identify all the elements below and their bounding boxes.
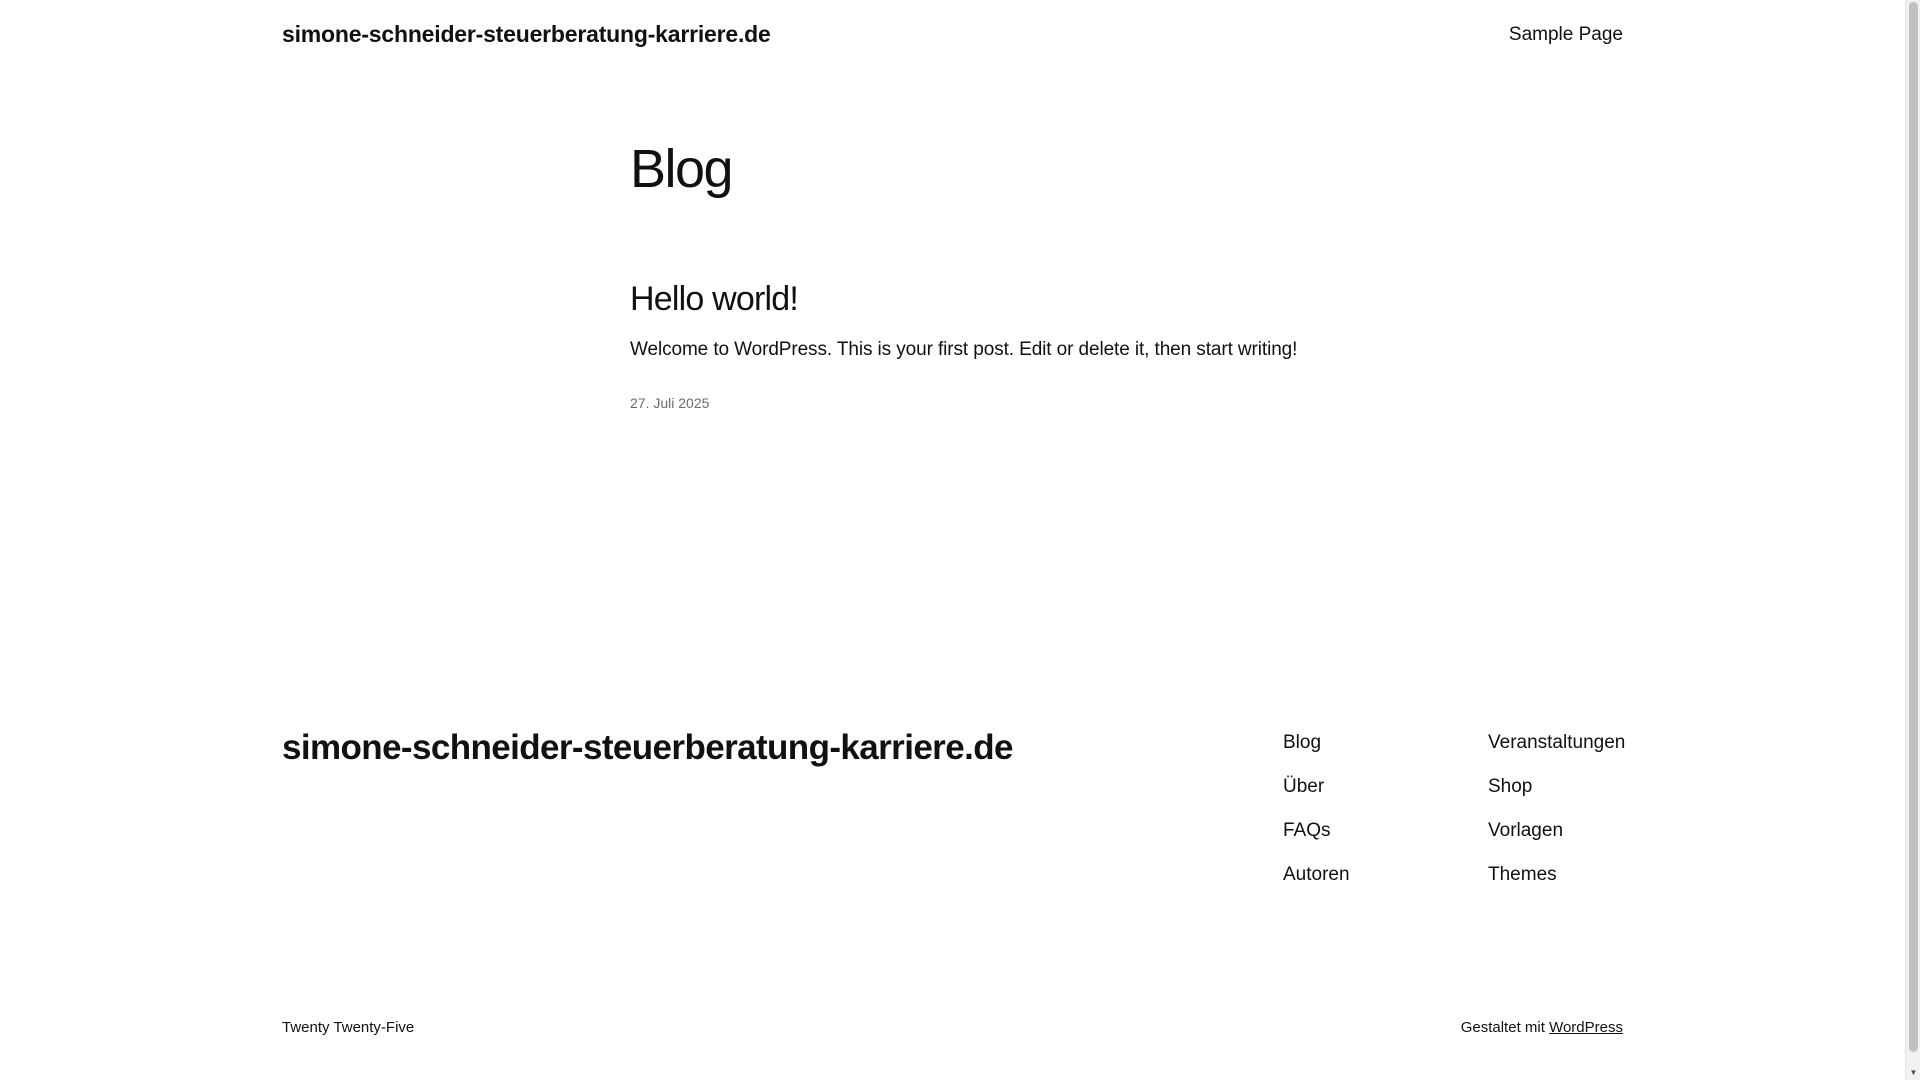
theme-credit-link[interactable]: Twenty Twenty-Five <box>282 1019 415 1036</box>
post-excerpt: Welcome to WordPress. This is your first post. Edit or delete it, then start writing! <box>630 339 1298 360</box>
footer-site-title-link[interactable]: simone-schneider-steuerberatung-karriere.de <box>282 728 1013 767</box>
wordpress-link[interactable]: WordPress <box>1549 1019 1623 1036</box>
footer-link-ueber[interactable]: Über <box>1283 776 1325 797</box>
vertical-scrollbar[interactable] <box>1905 0 1920 1080</box>
footer-nav-column-2 <box>1488 732 1625 908</box>
powered-by <box>1461 1019 1623 1036</box>
post-date: 27. Juli 2025 <box>630 395 710 411</box>
footer-link-faqs[interactable]: FAQs <box>1283 820 1331 841</box>
page-title: Blog <box>630 139 733 199</box>
footer-link-veranstaltungen[interactable]: Veranstaltungen <box>1488 732 1626 753</box>
site-title-link[interactable]: simone-schneider-steuerberatung-karriere.de <box>282 21 771 47</box>
scrollbar-thumb[interactable] <box>1909 2 1918 1052</box>
triangle-down-icon[interactable]: ▼ <box>1909 1068 1918 1077</box>
footer-link-shop[interactable]: Shop <box>1488 776 1533 797</box>
footer-link-themes[interactable]: Themes <box>1488 864 1557 885</box>
nav-sample-page[interactable]: Sample Page <box>1508 24 1623 45</box>
powered-by-prefix: Gestaltet mit <box>1460 1019 1545 1036</box>
footer-link-blog[interactable]: Blog <box>1283 732 1322 753</box>
footer-nav-column-1 <box>1283 732 1350 908</box>
footer-link-autoren[interactable]: Autoren <box>1283 864 1350 885</box>
footer-link-vorlagen[interactable]: Vorlagen <box>1488 820 1564 841</box>
post-title-link[interactable]: Hello world! <box>630 280 799 318</box>
